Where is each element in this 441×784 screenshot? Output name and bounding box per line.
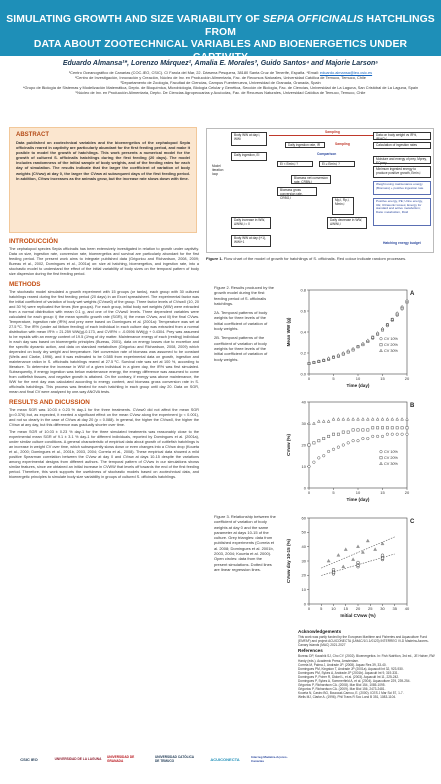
reference-item: Grigoriou P, Richardson CA. (2008). Mar Biol 154, 1085-1095. — [298, 683, 386, 688]
chart-body-weight — [283, 282, 433, 390]
ack-text: This work was partly funded by the European Maritime and Fisheries and Aquaculture Fund (EMFAF) and project ACUICONECTA (1/MAC/1/1.1/0123) INTERREG VI-D Madeira-Azores-Canary Islands (MAC) 2021-2027 — [298, 635, 429, 648]
data-point — [381, 327, 384, 330]
data-point — [406, 418, 409, 421]
data-point — [308, 465, 311, 468]
flow-comparison: Comparison — [317, 152, 337, 156]
data-point — [308, 444, 310, 446]
data-point — [396, 427, 398, 429]
panel-label: B — [410, 403, 415, 409]
y-tick-label: 50 — [301, 529, 306, 535]
x-tick-label: 30 — [380, 606, 385, 611]
legend-marker — [380, 337, 383, 340]
data-point — [396, 418, 399, 421]
y-tick-label: 0.6 — [300, 308, 306, 314]
flow-calc-rates: Calculation of ingestion rates — [373, 142, 431, 149]
legend-label: CV 20% — [384, 456, 398, 460]
data-point — [357, 418, 360, 421]
y-axis-label: CVww (%) — [286, 434, 291, 456]
y-tick-label: 40 — [301, 399, 306, 405]
results-heading: RESULTS AND DICUSSION — [9, 399, 90, 406]
plot-frame — [309, 402, 407, 488]
flow-biomass-gross: Biomass gross conversion rate, CRBG,i — [277, 187, 317, 196]
x-axis-label: Time (day) — [346, 497, 370, 502]
data-point — [376, 332, 379, 335]
chart-cv-weight — [283, 394, 433, 504]
results-text-2: The mean SGR of 10.03 ± 0.23 % day-1 for the three simulated treatments was reasonably close to the experimental mean SGR of 9.1 ± 3.1 % day-1 for different individuals, reported by Domingues et al. (2001a), under similar culture conditions. A general characteristic of empirical data about growth of cuttlefish hatchlings is an increase in weight CV over time, which subsequently slows down or even changes into a CVww drop (Koueta et al., 2000; Domingues et al., 2001b, 2003, 2004; Correia et al., 2008). These empirical data showed a mild positive Spearman correlation between the CVww at day 0 and CVww at days 10-15 despite the variations among experimental designs from different authors. The temporal pattern of CVww in our simulations shows similar features, since we obtained an initial increase in CVWW that levels off towards the end of the first feeding period. Therefore, this work supports the usefulness of stochastic models based on zootechnical data, and bioenergetic principles to simulate body size variability in groups of cultured S. officinalis hatchlings. — [9, 430, 199, 479]
data-point — [367, 429, 369, 431]
flow-day-increase: Daily increase in WW, ΔWWi,i = 0 — [231, 217, 271, 229]
simulation-point — [357, 564, 360, 567]
data-point — [323, 437, 325, 439]
flow-day-decrease: Daily decrease in WW, ΔWWi,i — [327, 217, 367, 229]
data-point — [318, 440, 320, 442]
x-tick-label: 15 — [380, 490, 385, 495]
panel-label: C — [410, 519, 415, 525]
data-point — [318, 457, 321, 460]
data-point — [406, 433, 409, 436]
data-point — [381, 435, 384, 438]
flow-daily-ingestion-ei: Daily ingestion, Ei — [231, 152, 267, 161]
y-axis-label: Mean WW (g) — [286, 317, 291, 347]
uct-logo: UNIVERSIDAD CATÓLICA DE TEMUCO — [155, 755, 194, 763]
flow-positive-ref: Positive energy, PE; Urine energy, UE; Ultrasonic losses; Energy for standard and active metabolism; Data: metabolism, Rstd — [373, 198, 431, 226]
data-point — [327, 435, 329, 437]
published-point — [327, 559, 330, 562]
reference-item: Grigoriou P, Richardson CA. (2009). Mar Biol 156, 2473-2481. — [298, 687, 386, 692]
legend-marker — [380, 462, 383, 465]
data-point — [313, 461, 316, 464]
intro-heading: INTRODUCCIÓN — [9, 238, 58, 245]
title-part-1: SIMULATING GROWTH AND SIZE VARIABILITY OF — [6, 14, 260, 25]
ugr-logo: UNIVERSIDAD DE GRANADA — [107, 755, 135, 763]
legend-marker — [380, 450, 383, 453]
y-tick-label: 40 — [301, 544, 306, 550]
simulation-point — [357, 561, 360, 564]
data-point — [381, 427, 383, 429]
data-point — [362, 418, 365, 421]
data-point — [386, 418, 389, 421]
data-point — [342, 418, 345, 421]
data-point — [332, 418, 335, 421]
csic-logo: CSIC IEO — [20, 756, 38, 762]
data-point — [391, 418, 394, 421]
y-tick-label: 0.2 — [300, 350, 306, 356]
legend-marker — [380, 349, 383, 352]
affiliation-2: ²Centro de Investigación, Innovación y Creación, Núcleo de Inv. en Producción Alimentaria, Fac. de Recursos Naturales, Universidad Católica de Temuco, Temuco, Chile — [75, 75, 366, 81]
reference-item: Domingues P, Poirer R, Dickel L, et al. (2003). Aquacult Int 11, 225-242. — [298, 674, 400, 679]
ull-logo: UNIVERSIDAD DE LA LAGUNA — [54, 757, 102, 761]
legend-label: CV 10% — [384, 450, 398, 454]
flow-data-ir: Data on body weight vs IR%, IR%CV — [373, 132, 431, 140]
data-point — [347, 442, 350, 445]
affiliation-3: ³Departamento de Zoología, Facultad de Ciencias, Campus Fuentenueva, Universidad de Granada, Granada, Spain — [120, 80, 321, 86]
x-tick-label: 5 — [332, 490, 335, 495]
y-tick-label: 20 — [301, 572, 306, 578]
published-point — [337, 553, 340, 556]
data-point — [401, 433, 404, 436]
data-point — [362, 429, 364, 431]
data-point — [406, 427, 408, 429]
data-point — [347, 431, 349, 433]
reference-item: Domingues PM, Kingston T, Andrade JP (2001a). Aquacult Int 32, 923-930. — [298, 666, 404, 671]
data-point — [313, 442, 315, 444]
reference-item: Domingues P, Sykes A, Sommerfield A, et al. (2004). Aquaculture 229, 239-254. — [298, 679, 411, 684]
legend-label: CV 30% — [384, 349, 398, 353]
legend-marker — [380, 457, 382, 459]
reference-list — [298, 654, 436, 699]
methods-heading: METHODS — [9, 281, 41, 288]
flow-ei-emin: Ei < Emin,i ? — [277, 161, 313, 167]
x-tick-label: 10 — [331, 606, 336, 611]
references-heading: References — [298, 648, 323, 654]
flow-min-energy: Minimum ingested energy to produce positive growth, Emin,i — [373, 166, 431, 178]
data-point — [337, 446, 340, 449]
flow-daily-ingestion: Daily ingestion rate, IR — [285, 142, 325, 148]
flow-moisture: Moisture and energy of prey, Mprey, ECprey — [373, 156, 431, 164]
abstract-heading: ABSTRACT — [16, 132, 49, 138]
flowchart — [206, 128, 434, 253]
data-point — [337, 354, 340, 357]
ack-heading: Acknowledgements — [298, 629, 342, 634]
chart-cv-relationship — [283, 510, 433, 620]
figure-2b-caption: 2B. Temporal patterns of the coefficient of variation of body weights for three levels of the initial coefficient of variation of body weights. — [214, 335, 268, 362]
flow-line-1 — [269, 135, 379, 136]
x-tick-label: 5 — [320, 606, 323, 611]
x-tick-label: 10 — [355, 490, 361, 495]
data-point — [332, 433, 334, 435]
data-point — [313, 422, 316, 425]
author-email-link[interactable]: eduardo.almansa@ieo.csic.es — [319, 70, 373, 75]
references — [298, 649, 436, 699]
data-point — [401, 418, 404, 421]
data-point — [322, 454, 325, 457]
y-tick-label: 60 — [301, 515, 306, 521]
data-point — [396, 433, 399, 436]
y-tick-label: 0 — [303, 485, 306, 491]
x-tick-label: 0 — [307, 606, 311, 611]
regression-simulation — [321, 554, 395, 576]
x-tick-label: 5 — [332, 376, 335, 381]
y-tick-label: 20 — [301, 442, 306, 448]
data-point — [342, 431, 344, 433]
left-column — [9, 238, 199, 480]
y-axis-label: CVww day 10-15 (%) — [286, 538, 291, 584]
figure-1-caption — [206, 256, 434, 261]
data-point — [367, 437, 370, 440]
data-point — [381, 418, 384, 421]
flow-ei-emin-2: Ei ≥ Emin,i ? — [319, 161, 355, 167]
data-point — [308, 422, 311, 425]
reference-item: Bureau DP, Kaushik SJ, Cho CY. (2002). Bioenergetics. In: Fish Nutrition, 3rd ed., JE Halver, RW Hardy (eds.). Academic Press, Amsterdam. — [298, 654, 435, 663]
reference-item: Wells MJ, Clarke A. (1996). Phil Trans R Soc Lond B 351, 1083-1104. — [298, 695, 397, 700]
published-point — [352, 558, 355, 561]
abstract-box — [9, 127, 197, 233]
x-tick-label: 40 — [404, 606, 410, 611]
flow-weight-eq: Weight using maintenance energy (Biomass) + positive ingestion rate — [373, 181, 431, 195]
data-point — [352, 429, 354, 431]
data-point — [366, 418, 369, 421]
figure-2-text — [214, 285, 276, 362]
y-tick-label: 0.8 — [300, 287, 306, 293]
legend-marker — [380, 344, 382, 346]
figure-2a-caption: 2A. Temporal patterns of body weights for three levels of the initial coefficient of variation of body weights. — [214, 310, 268, 332]
flow-maint: Mp,i, Rp,i, Mmin,i — [332, 197, 354, 215]
y-tick-label: 0.0 — [300, 371, 306, 377]
flow-sampling-2: Sampling — [335, 142, 350, 146]
data-point — [327, 420, 330, 423]
flow-model-label: Model iteration loop — [210, 164, 228, 190]
data-point — [366, 339, 369, 342]
x-axis-label: Initial CVww (%) — [340, 613, 376, 618]
published-point — [366, 539, 369, 542]
y-tick-label: 30 — [301, 558, 306, 564]
data-point — [347, 418, 350, 421]
y-tick-label: 0 — [303, 601, 306, 607]
data-point — [362, 342, 365, 345]
title-part-2: HATCHLINGS FROM — [205, 14, 435, 38]
affiliation-1: ¹Centro Oceanográfico de Canarias (COC-IEO, CSIC). C/ Farola del Mar, 22. Dársena Pesquera, 38180 Santa Cruz de Tenerife, España. *Email: — [68, 70, 319, 75]
y-tick-label: 10 — [301, 587, 306, 593]
data-point — [372, 427, 374, 429]
y-tick-label: 30 — [301, 420, 306, 426]
panel-label: A — [410, 291, 415, 297]
data-point — [401, 305, 404, 308]
data-point — [396, 312, 399, 315]
data-point — [371, 435, 374, 438]
flow-sampling-1: Sampling — [325, 130, 340, 134]
acknowledgements — [298, 630, 436, 700]
affiliation-4: ⁴Grupo de Biología de Sistemas y Modelización Matemática, Depto. de Bioquímica, Microbiología, Biología Celular y Genética, Sección de Biología, Fac. de Ciencias, Universidad de La Laguna, San Cristóbal de La Laguna, Spain — [22, 85, 419, 91]
x-tick-label: 10 — [355, 376, 361, 381]
published-point — [344, 548, 347, 551]
reference-item: Domingues PM, Sykes A, Andrade JP (2001b). Aquacult Int 9, 319-331. — [298, 670, 399, 675]
flow-biomass-net: Biomass net conversion rate, CRBN,i — [291, 175, 331, 184]
data-point — [357, 429, 359, 431]
data-point — [401, 427, 403, 429]
flow-hatching: Hatching energy budget — [383, 241, 421, 245]
data-point — [362, 437, 365, 440]
flow-body-ww: Body WW at day i, WWi — [231, 132, 267, 146]
affiliations — [6, 70, 435, 95]
x-tick-label: 25 — [368, 606, 373, 611]
data-point — [406, 299, 409, 302]
legend-label: CV 20% — [384, 343, 398, 347]
data-point — [342, 352, 345, 355]
data-point — [376, 418, 379, 421]
figure-3-caption: Figure 3. Relationship between the coefficient of variation of body weights at day 0 and the same parameter at days 10-15 of the culture. Grey triangles: data from published experiments (Correia et al. 2008; Domingues et al. 2001b, 2003, 2004; Koueta et al. 2000). Open circles: data from the present simulations. Dotted lines are linear regression lines. — [214, 514, 276, 572]
flow-body-next: Body WW at day (i+1), WWi+1 — [231, 235, 271, 247]
data-point — [342, 444, 345, 447]
figure-2-caption: Figure 2. Results produced by the growth model during the first feeding period of S. officinalis hatchlings. — [214, 285, 275, 306]
y-tick-label: 0.4 — [300, 329, 306, 335]
affiliation-5: ⁵Núcleo de Inv. en Producción Alimentaria, Depto. De Ciencias Agropecuarias y Acuícolas, Fac. de Recursos Naturales, Universidad Católica de Temuco, Temuco, Chile — [75, 90, 366, 96]
data-point — [337, 433, 339, 435]
data-point — [352, 418, 355, 421]
x-tick-label: 15 — [380, 376, 385, 381]
methods-text: The stochastic model simulated a growth experiment with 15 groups (or tanks), each group with 30 cultured hatchlings reared during the first feeding period (20 days) in an Excel spreadsheet. The experimental factor was the initial coefficient of variation of body wet weights (CVww0) of the group. Three factor levels of CVww0 (10, 20 and 30 %) were replicated five times (five groups). For each group, initial body wet weights (WW) were extracted from a normal distribution with mean 0.1 g, and one of the CVww0 levels. Three dependent variables were calculated for each group: i) the mean specific growth rate (SGR), ii) the mean CVww, and iii) the final CVww. Temperature, ingestion rate (IR%) and prey were based on Domingues et al. (2001a): Temperature was set at 27.5 ºC. The IR% (under ad libitum feeding) of each individual in each culture day was extracted from a normal distribution with mean IR% = 21.259 WW(g)-0.173, and CVIR% = -0.0596 WW(g) + 0.4304. Prey was assumed to be mysids with an energy content of 19.5 (J/mg of dry matter. Maintenance energy of each (resting) individual in each day was based on bioenergetic principles (Bureau, 2001), data on energy losses due to excretion and the specific dynamic action, and data on standard metabolism (Grigoriou and Richardson, 2008, 2009) which depended on body dry weight and temperature. Net conversion rate of biomass was assumed to be constant (Wells and Clarke, 1996), and it was estimated to be 0.585 from experimental data on growth, ingestion and maintenance ration in S. officinalis hatchlings reared at 27.5 ºC. Survival rate was set at 100 %, according to literature. To determine the increase in WW of a given individual in a given day, the IR% was first simulated. Subsequently, if energy ingestion was below maintenance energy, the energy difference was assumed to come from cuttlefish tissues, and negative growth is attained. On the contrary, if energy was above maintenance, the WW for the next day was calculated according to energy content, and biomass gross conversion rate in S. officinalis hatchlings. This process was iterated for each hatchling in each group until day 20. Data on SGR, mean and final CV were analyzed by one-way ANOVA tests. — [9, 290, 199, 394]
simulation-point — [332, 568, 335, 571]
data-point — [322, 420, 325, 423]
data-point — [352, 347, 355, 350]
data-point — [376, 427, 378, 429]
legend-label: CV 30% — [384, 462, 398, 466]
title-species: SEPIA OFFICINALIS — [262, 14, 364, 25]
interreg-logo: Interreg Madeira-Açores-Canarias — [251, 755, 288, 763]
x-axis-label: Time (day) — [346, 383, 370, 388]
data-point — [391, 427, 393, 429]
reference-item: Correia M, Palma J, Andrade JP. (2008). Aquac Res 39, 33-40. — [298, 662, 387, 667]
legend-label: CV 10% — [384, 337, 398, 341]
figure-1-label: Figure 1. — [206, 256, 223, 261]
data-point — [386, 433, 389, 436]
intro-text: The cephalopod species Sepia officinalis has been extensively investigated in relation to growth under captivity. Data on size, ingestion rate, conversion rate, bioenergetics and survival are particularly abundant for the first feeding period. The present work aims to integrate published data (Grigoriou and Richardson, 2008, 2009; Bureau et al., 2002, Domingues et al., 2001a) on: size at hatching, bioenergetics, and ingestion rate, into a stochastic model to understand the effect of the initial variability of body sizes on the temporal pattern of body size dispersion during the first feeding period. — [9, 247, 199, 276]
data-point — [317, 420, 320, 423]
x-tick-label: 20 — [355, 606, 361, 611]
published-point — [356, 545, 359, 548]
x-tick-label: 15 — [343, 606, 348, 611]
logo-strip — [9, 745, 299, 775]
data-point — [357, 439, 360, 442]
data-point — [376, 435, 379, 438]
reference-item: Koueta N, Castro BG, Boucaud-Camou, E. (2000). ICES J Mar Sci 57, 1-7. — [298, 691, 404, 696]
abstract-text: Data published on zootechnical variables and the bioenergetics of the cephalopod Sepia officinalis reared in captivity are particularly abundant for the first feeding period, and make it posible to model the growth of hatchlings. This work presents a numerical model for the growth of cultured S. officinalis hatchlings during the first feeding (20 days). The model includes randomness of the initial sample of body weights, and of the feeding rates for each day of simulation. The results indicate that the larger the coefficient of variation of body weights (CVww) at day 0, the larger the CVww at subsequent days of the first feeding period. In addition, CVww increases as the animals grow, but the increase rate slows down with time. — [16, 140, 190, 181]
x-tick-label: 20 — [404, 490, 410, 495]
data-point — [332, 448, 335, 451]
poster-title — [6, 14, 435, 64]
data-point — [352, 439, 355, 442]
data-point — [391, 433, 394, 436]
data-point — [337, 418, 340, 421]
x-tick-label: 0 — [307, 490, 311, 495]
data-point — [327, 450, 330, 453]
data-point — [327, 357, 330, 360]
results-text-1: The mean SGR was 10.03 ± 0.23 % day-1 for the three treatments. CVww0 did not affect the mean SGR (p=0.376) but, as expected, it exerted a significant effect on the mean CVww along the experiment (p < 0.001), and not so clearly in the case of CVww at day 20 (p = 0.088). In general, the higher the CVww0, the higher the CVww at any day, but this difference was gradually shorter over time. — [9, 408, 199, 427]
title-part-3: DATA ABOUT ZOOTECHNICAL VARIABLES AND BIOENERGETICS UNDER CAPTIVITY — [33, 39, 408, 63]
data-point — [347, 349, 350, 352]
published-point — [374, 548, 377, 551]
poster-header — [0, 0, 441, 63]
figure-1-text: Flow chart of the model of growth for hatchlings of S. officinalis. Red colour indicate random processes. — [223, 256, 407, 261]
x-tick-label: 0 — [307, 376, 311, 381]
data-point — [371, 418, 374, 421]
simulation-point — [381, 554, 384, 557]
authors: Eduardo Almansa¹*, Lorenzo Márquez², Amalia E. Morales³, Guido Santos⁴ and Majorie Larson⁵ — [62, 60, 379, 67]
data-point — [386, 427, 388, 429]
x-tick-label: 35 — [392, 606, 397, 611]
published-point — [342, 565, 345, 568]
x-tick-label: 20 — [404, 376, 410, 381]
acuiconecta-logo: ACUICONECTA — [210, 756, 240, 762]
y-tick-label: 10 — [301, 463, 306, 469]
